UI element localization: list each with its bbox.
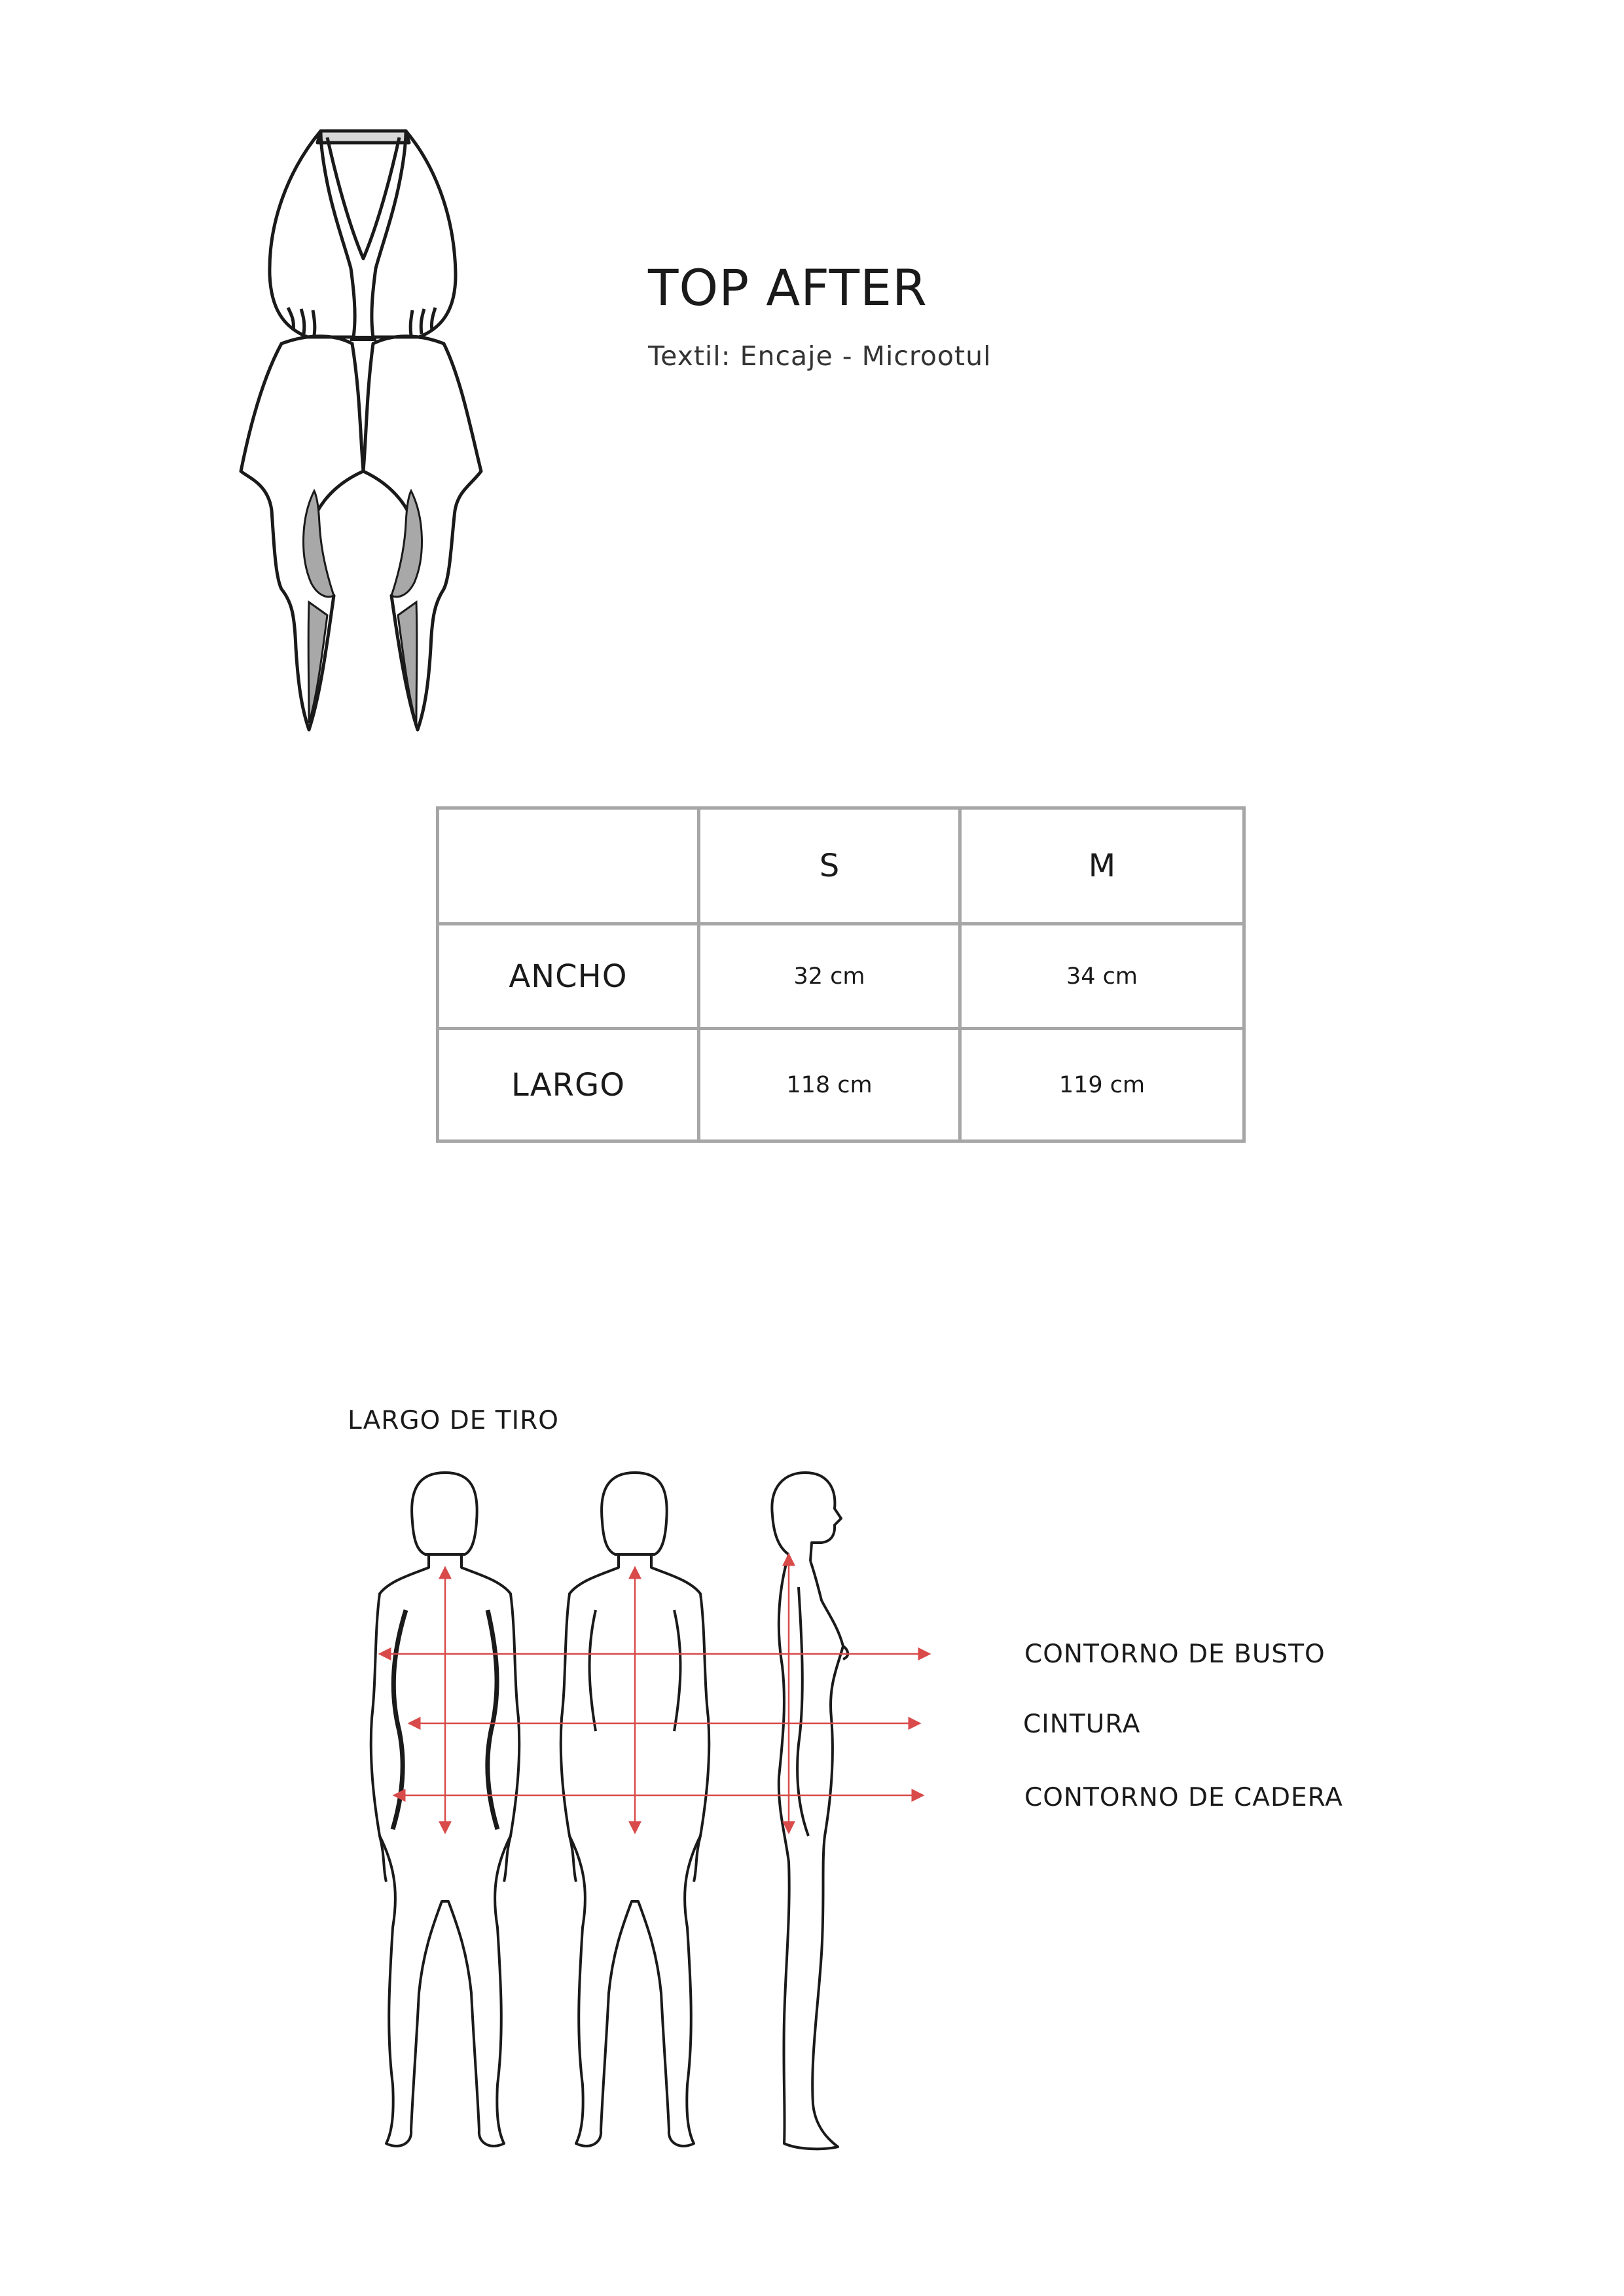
body-measurement-figures — [353, 1469, 969, 2183]
largo-de-tiro-label: LARGO DE TIRO — [348, 1406, 559, 1435]
largo-m-value: 119 cm — [960, 1029, 1244, 1141]
product-title: TOP AFTER — [648, 259, 928, 317]
cintura-label: CINTURA — [1023, 1710, 1141, 1739]
ancho-m-value: 34 cm — [960, 924, 1244, 1029]
side-figure — [772, 1473, 848, 2149]
ancho-s-value: 32 cm — [699, 924, 960, 1029]
size-table — [436, 806, 1246, 1143]
table-row — [438, 1029, 1244, 1141]
size-header-s: S — [699, 808, 960, 924]
size-table-header-row — [438, 808, 1244, 924]
garment-sketch — [236, 118, 497, 746]
product-textile: Textil: Encaje - Microotul — [648, 340, 992, 372]
size-header-m: M — [960, 808, 1244, 924]
contorno-cadera-label: CONTORNO DE CADERA — [1024, 1783, 1343, 1812]
row-label-largo: LARGO — [438, 1029, 699, 1141]
row-label-ancho: ANCHO — [438, 924, 699, 1029]
size-table-corner-cell — [438, 808, 699, 924]
largo-s-value: 118 cm — [699, 1029, 960, 1141]
table-row — [438, 924, 1244, 1029]
contorno-busto-label: CONTORNO DE BUSTO — [1024, 1640, 1326, 1669]
